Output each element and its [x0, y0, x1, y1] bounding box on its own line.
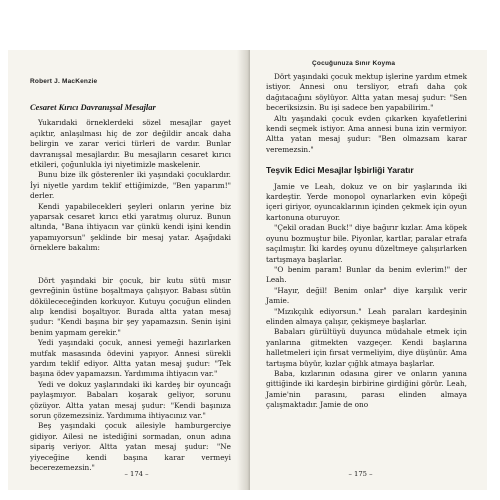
paragraph: Beş yaşındaki çocuk ailesiyle hamburgerciye gidiyor. Ailesi ne istediğini sormadan, onun adına sipariş veriyor. Altta yatan mesaj şudur: "Ne yiyeceğine kendi başına karar vermeyi becerezemezsin."	[30, 421, 231, 472]
paragraph: Jamie ve Leah, dokuz ve on bir yaşlarında iki kardeştir. Yerde monopol oynarlarken evin köpeği içeri giriyor, oyuncaklarının içinden çekmek için oyun kartonuna oturuyor.	[266, 181, 467, 222]
paragraph: Dört yaşındaki bir çocuk, bir kutu sütü mısır gevreğinin üstüne boşaltmaya çalışıyor. Babası sütün dökülececeğinden korkuyor. Kutuyu çocuğun elinden alıp kendisi boşaltıyor. Burada altta yatan mesaj şudur: "Kendi başına bir şey yapamazsın. Senin işini benim yapmam gerekir."	[30, 275, 231, 337]
text-column	[266, 72, 467, 411]
paragraph: Yukarıdaki örneklerdeki sözel mesajlar gayet açıktır, anlaşılması hiç de zor değildir ancak daha belirgin ve zarar verici türleri de vardır. Bunlar davranışsal mesajlardır. Bu mesajların cesaret kırıcı etkileri, çoğunlukla iyi niyetimizle maskelenir.	[30, 118, 231, 170]
paragraph: Yedi yaşındaki çocuk, annesi yemeği hazırlarken mutfak masasında ödevini yapıyor. Annesi sürekli yardım teklif ediyor. Altta yatan mesaj şudur: "Tek başına ödev yapamazsın. Yardımıma ihtiyacın var."	[30, 338, 231, 379]
paragraph: "Hayır, değil! Benim onlar" diye karşılık verir Jamie.	[266, 285, 467, 306]
paragraph: Yedi ve dokuz yaşlarındaki iki kardeş bir oyuncağı paylaşmıyor. Babaları koşarak geliyor, sorunu çözüyor. Altta yatan mesaj şudur: "Kendi başınıza sorun çözemezsiniz. Yardımıma ihtiyacınız var."	[30, 379, 231, 420]
section-subheading: Cesaret Kırıcı Davranışsal Mesajlar	[30, 102, 156, 112]
paragraph: Bunu bize ilk gösterenler iki yaşındaki çocuklardır. İyi niyetle yardım teklif ettiğimizde, "Ben yaparım!" derler.	[30, 170, 231, 201]
paragraph: "Mızıkçılık ediyorsun." Leah paraları kardeşinin elinden almaya çalışır, çekişmeye başlarlar.	[266, 306, 467, 326]
paragraph: "O benim param! Bunlar da benim evlerim!" der Leah.	[266, 264, 467, 285]
paragraph: Altı yaşındaki çocuk evden çıkarken kıyafetlerini kendi seçmek istiyor. Ama annesi buna izin vermiyor. Altta yatan mesaj şudur: "Ben olmazsam karar veremezsin."	[266, 113, 467, 154]
running-head: Çocuğunuza Sınır Koyma	[312, 60, 396, 67]
running-head: Robert J. MacKenzie	[30, 78, 98, 85]
paragraph: Dört yaşındaki çocuk mektup işlerine yardım etmek istiyor. Annesi onu tersliyor, etrafı daha çok dağıtacağını söylüyor. Altta yatan mesaj şudur: "Sen beceriksizsin. Bu işi sadece ben yapabilirim."	[266, 72, 467, 113]
left-page	[8, 50, 245, 490]
paragraph: Baba, kızlarının odasına girer ve onların yanına gittiğinde iki kardeşin birbirine girdiğini görür. Leah, Jamie'nin parasını, parası elinden almaya çalışmaktadır. Jamie de ono	[266, 368, 467, 410]
paragraph: Babaları gürültüyü duyunca müdahale etmek için yanlarına gitmekten vazgeçer. Kendi başlarına halletmeleri için fırsat vermeliyim, diye düşünür. Ama tartışma büyür, kızlar çığlık atmaya başlarlar.	[266, 327, 467, 368]
paragraph: Kendi yapabilecekleri şeyleri onların yerine biz yaparsak cesaret kırıcı etki yaratmış oluruz. Bunun altında, "Bana ihtiyacın var çünkü kendi işini kendin yapamıyorsun" şeklinde bir mesaj yatar. Aşağıdaki örneklere bakalım:	[30, 201, 231, 253]
page-number: – 174 –	[124, 470, 149, 478]
text-column	[30, 98, 231, 473]
right-page	[250, 50, 487, 490]
section-subheading: Teşvik Edici Mesajlar İşbirliği Yaratır	[266, 165, 414, 176]
paragraph: "Çekil oradan Buck!" diye bağırır kızlar. Ama köpek oyunu bozmuştur bile. Piyonlar, kartlar, paralar etrafa saçılmıştır. İki kardeş oyunu düzeltmeye çalışırlarken tartışmaya başlarlar.	[266, 223, 467, 264]
page-number: – 175 –	[348, 470, 373, 478]
